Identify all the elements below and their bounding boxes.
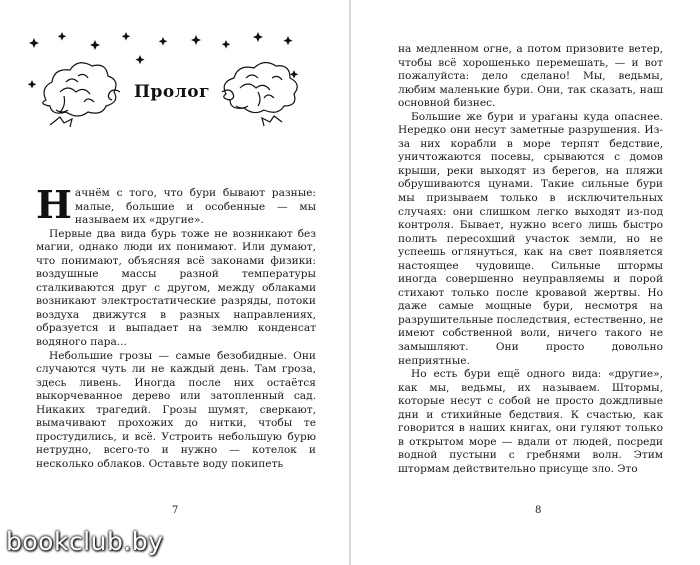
- paragraph-4: на медленном огне, а потом призовите ветер, чтобы всё хорошенько перемешать, — и вот пожалуйста: дело сделано! Мы, ведьмы, любим маленькие бури. Они, так сказать, наш основной бизнес.: [398, 43, 663, 110]
- chapter-title: Пролог: [133, 82, 211, 102]
- paragraph-6: Но есть бури ещё одного вида: «другие», как мы, ведьмы, их называем. Штормы, которые несут с собой не просто дождливые дни и стихийные бедствия. К счастью, как говорится в наших книгах, они гуляют только в открытом море — вдали от людей, посреди водной пустыни с гребнями волн. Этим штормам действительно присуще зло. Это: [398, 368, 663, 475]
- drop-cap: Н: [36, 182, 72, 227]
- paragraph-2: Первые два вида бурь тоже не возникают без магии, однако люди их понимают. Или думают, что понимают, объясняя всё законами физики: воздушные массы разной температуры сталкиваются друг с другом, между облаками возникают электростатические разряды, потоки воздуха движутся в разных направлениях, образуется и выпадает на землю конденсат водяного пара...: [36, 227, 316, 349]
- right-page-text: [398, 43, 663, 477]
- paragraph-3: Небольшие грозы — самые безобидные. Они случаются чуть ли не каждый день. Там гроза, здесь ливень. Иногда после них остаётся выкорчеванное дерево или затопленный сад. Никаких трагедий. Грозы шумят, сверкают, вымачивают прохожих до нитки, чтобы те простудились, и всё. Устроить небольшую бурю нетрудно, всего-то и нужно — котелок и несколько облаков. Оставьте воду покипеть: [36, 349, 316, 470]
- left-cloud-drawing: [43, 63, 116, 127]
- page-number-right: 8: [535, 505, 542, 516]
- page-number-left: 7: [172, 505, 179, 516]
- left-page-text: [36, 182, 316, 471]
- book-gutter: [349, 0, 351, 565]
- paragraph-1-text: ачнём с того, что бури бывают разные: малые, большие и особенные — мы называем их «другие».: [74, 187, 316, 227]
- left-page: [0, 0, 348, 565]
- paragraph-5: Большие же бури и ураганы куда опаснее. Нередко они несут заметные разрушения. Из-за них корабли в море терпят бедствие, уничтожаются посевы, срываются с домов крыши, реки выходят из берегов, на пляжи обрушиваются цунами. Такие сильные бури мы призываем только в исключительных случаях: они слишком легко выходят из-под контроля. Бывает, нужно всего лишь быстро полить пересохший участок земли, но не успеешь оглянуться, как на свет появляется настоящее чудовище. Сильные штормы иногда совершенно неуправляемы и порой стихают только после кровавой жертвы. Но даже самые мощные бури, несмотря на разрушительные последствия, естественно, не имеют собственной воли, ничего такого не замышляют. Они просто довольно неприятные.: [398, 110, 663, 367]
- watermark-logo: bookclub.by: [6, 527, 164, 556]
- right-cloud-drawing: [224, 62, 297, 126]
- paragraph-1: [36, 182, 316, 228]
